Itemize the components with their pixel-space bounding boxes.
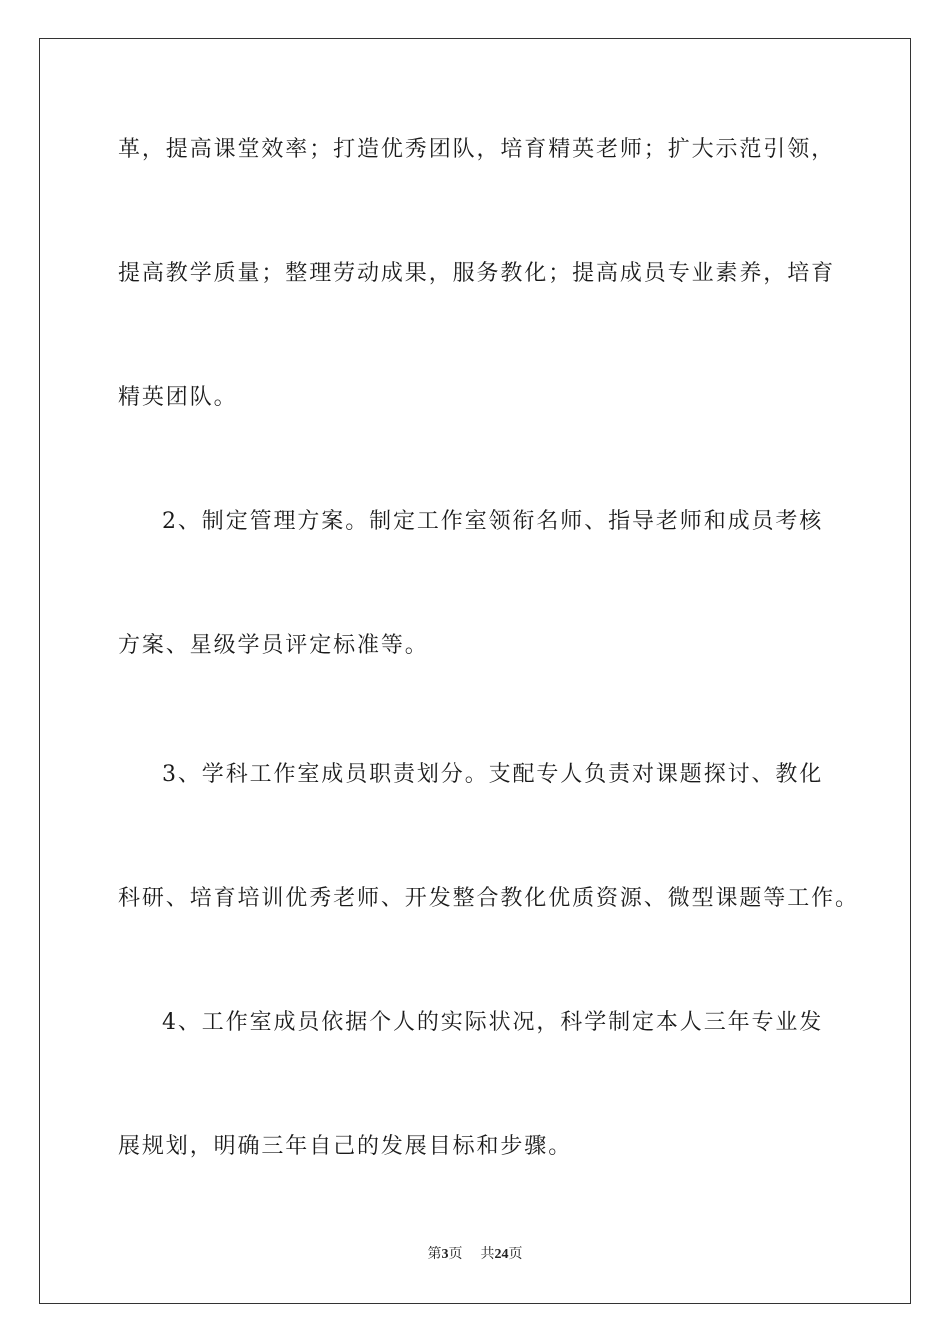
text-line-6: 3、学科工作室成员职责划分。支配专人负责对课题探讨、教化	[162, 762, 824, 787]
page-border	[39, 38, 911, 1304]
text-line-1: 革，提高课堂效率；打造优秀团队，培育精英老师；扩大示范引领，	[118, 137, 836, 162]
text-line-9: 展规划，明确三年自己的发展目标和步骤。	[118, 1134, 573, 1159]
text-line-8: 4、工作室成员依据个人的实际状况，科学制定本人三年专业发	[162, 1010, 824, 1035]
text-line-5: 方案、星级学员评定标准等。	[118, 633, 429, 658]
footer-total-prefix: 共	[480, 1247, 495, 1262]
text-line-7: 科研、培育培训优秀老师、开发整合教化优质资源、微型课题等工作。	[118, 886, 859, 911]
text-line-2: 提高教学质量；整理劳动成果，服务教化；提高成员专业素养，培育	[118, 261, 836, 286]
page-footer	[0, 1246, 950, 1264]
footer-total-suffix: 页	[508, 1247, 523, 1262]
text-line-3: 精英团队。	[118, 385, 238, 410]
footer-page-number: 3	[441, 1247, 449, 1262]
footer-total-pages: 24	[494, 1247, 509, 1262]
footer-page-suffix: 页	[448, 1247, 463, 1262]
text-line-4: 2、制定管理方案。制定工作室领衔名师、指导老师和成员考核	[162, 509, 824, 534]
footer-page-prefix: 第	[427, 1247, 442, 1262]
